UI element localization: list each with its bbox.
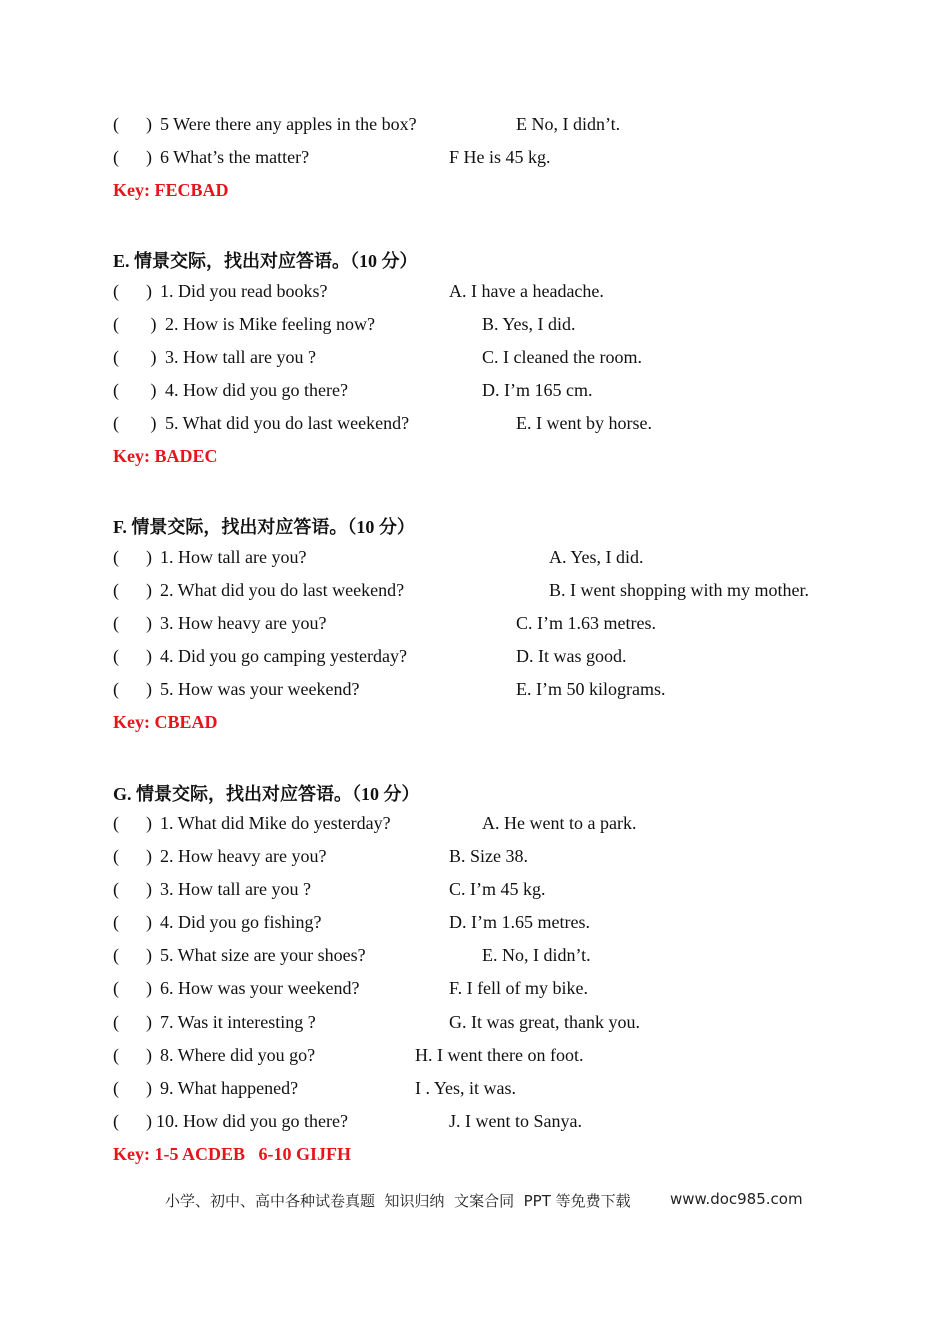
list-item bbox=[0, 314, 950, 340]
answer-key: Key: CBEAD bbox=[113, 712, 218, 732]
answer-blank[interactable]: ( ) bbox=[113, 580, 152, 600]
question-text: 6. How was your weekend? bbox=[160, 978, 360, 998]
question-text: 7. Was it interesting ? bbox=[160, 1012, 316, 1032]
question-text: 8. Where did you go? bbox=[160, 1045, 316, 1065]
question-text: 1. Did you read books? bbox=[160, 281, 328, 301]
question-text: 3. How tall are you ? bbox=[165, 347, 316, 367]
answer-key: Key: 1-5 ACDEB 6-10 GIJFH bbox=[113, 1144, 351, 1164]
list-item bbox=[0, 1012, 950, 1038]
answer-option: B. Size 38. bbox=[449, 846, 528, 866]
list-item bbox=[0, 846, 950, 872]
answer-option: H. I went there on foot. bbox=[415, 1045, 584, 1065]
list-item bbox=[0, 114, 950, 140]
answer-blank[interactable]: ( ) bbox=[113, 314, 157, 334]
answer-blank[interactable]: ( ) bbox=[113, 912, 152, 932]
footer-text: 小学、初中、高中各种试卷真题 知识归纳 文案合同 PPT 等免费下载 bbox=[165, 1192, 631, 1210]
list-item bbox=[0, 646, 950, 672]
question-text: 5. How was your weekend? bbox=[160, 679, 360, 699]
section-heading: F. 情景交际，找出对应答语。（10 分） bbox=[113, 517, 415, 537]
answer-blank[interactable]: ( ) bbox=[113, 846, 152, 866]
answer-option: A. Yes, I did. bbox=[549, 547, 644, 567]
answer-option: E. I went by horse. bbox=[516, 413, 652, 433]
footer-url[interactable]: www.doc985.com bbox=[670, 1190, 803, 1208]
answer-blank[interactable]: ( ) bbox=[113, 646, 152, 666]
question-text: 2. What did you do last weekend? bbox=[160, 580, 405, 600]
answer-key: Key: FECBAD bbox=[113, 180, 229, 200]
list-item bbox=[0, 147, 950, 173]
question-text: 10. How did you go there? bbox=[156, 1111, 348, 1131]
list-item bbox=[0, 547, 950, 573]
question-text: 4. How did you go there? bbox=[165, 380, 348, 400]
answer-blank[interactable]: ( ) bbox=[113, 1111, 152, 1131]
list-item bbox=[0, 580, 950, 606]
list-item bbox=[0, 945, 950, 971]
question-text: 4. Did you go fishing? bbox=[160, 912, 322, 932]
question-text: 4. Did you go camping yesterday? bbox=[160, 646, 407, 666]
answer-blank[interactable]: ( ) bbox=[113, 879, 152, 899]
list-item bbox=[0, 912, 950, 938]
answer-option: E. I’m 50 kilograms. bbox=[516, 679, 666, 699]
answer-option: C. I’m 45 kg. bbox=[449, 879, 546, 899]
list-item bbox=[0, 613, 950, 639]
question-text: 3. How heavy are you? bbox=[160, 613, 327, 633]
answer-option: E No, I didn’t. bbox=[516, 114, 621, 134]
question-text: 6 What’s the matter? bbox=[160, 147, 310, 167]
answer-blank[interactable]: ( ) bbox=[113, 547, 152, 567]
list-item bbox=[0, 347, 950, 373]
list-item bbox=[0, 1078, 950, 1104]
answer-option: F. I fell of my bike. bbox=[449, 978, 589, 998]
answer-option: D. It was good. bbox=[516, 646, 627, 666]
answer-blank[interactable]: ( ) bbox=[113, 147, 152, 167]
answer-blank[interactable]: ( ) bbox=[113, 281, 152, 301]
list-item bbox=[0, 380, 950, 406]
answer-option: C. I cleaned the room. bbox=[482, 347, 642, 367]
answer-option: D. I’m 1.65 metres. bbox=[449, 912, 590, 932]
answer-option: I . Yes, it was. bbox=[415, 1078, 517, 1098]
answer-option: A. I have a headache. bbox=[449, 281, 604, 301]
section-heading: E. 情景交际，找出对应答语。（10 分） bbox=[113, 251, 418, 271]
question-text: 1. What did Mike do yesterday? bbox=[160, 813, 391, 833]
question-text: 5. What did you do last weekend? bbox=[165, 413, 410, 433]
question-text: 2. How is Mike feeling now? bbox=[165, 314, 375, 334]
list-item bbox=[0, 1111, 950, 1137]
answer-option: B. Yes, I did. bbox=[482, 314, 576, 334]
answer-blank[interactable]: ( ) bbox=[113, 679, 152, 699]
answer-blank[interactable]: ( ) bbox=[113, 1045, 152, 1065]
answer-blank[interactable]: ( ) bbox=[113, 114, 152, 134]
answer-blank[interactable]: ( ) bbox=[113, 613, 152, 633]
list-item bbox=[0, 879, 950, 905]
answer-blank[interactable]: ( ) bbox=[113, 978, 152, 998]
answer-option: G. It was great, thank you. bbox=[449, 1012, 640, 1032]
answer-option: A. He went to a park. bbox=[482, 813, 637, 833]
answer-option: E. No, I didn’t. bbox=[482, 945, 591, 965]
answer-blank[interactable]: ( ) bbox=[113, 813, 152, 833]
question-text: 1. How tall are you? bbox=[160, 547, 307, 567]
question-text: 5. What size are your shoes? bbox=[160, 945, 366, 965]
section-heading: G. 情景交际，找出对应答语。（10 分） bbox=[113, 784, 420, 804]
list-item bbox=[0, 679, 950, 705]
answer-option: D. I’m 165 cm. bbox=[482, 380, 593, 400]
answer-key: Key: BADEC bbox=[113, 446, 218, 466]
answer-blank[interactable]: ( ) bbox=[113, 1078, 152, 1098]
answer-blank[interactable]: ( ) bbox=[113, 413, 157, 433]
list-item bbox=[0, 1045, 950, 1071]
list-item bbox=[0, 413, 950, 439]
answer-option: J. I went to Sanya. bbox=[449, 1111, 582, 1131]
question-text: 9. What happened? bbox=[160, 1078, 299, 1098]
question-text: 2. How heavy are you? bbox=[160, 846, 327, 866]
answer-blank[interactable]: ( ) bbox=[113, 347, 157, 367]
answer-blank[interactable]: ( ) bbox=[113, 380, 157, 400]
list-item bbox=[0, 978, 950, 1004]
answer-blank[interactable]: ( ) bbox=[113, 1012, 152, 1032]
question-text: 5 Were there any apples in the box? bbox=[160, 114, 417, 134]
question-text: 3. How tall are you ? bbox=[160, 879, 311, 899]
answer-blank[interactable]: ( ) bbox=[113, 945, 152, 965]
list-item bbox=[0, 813, 950, 839]
answer-option: B. I went shopping with my mother. bbox=[549, 580, 809, 600]
answer-option: C. I’m 1.63 metres. bbox=[516, 613, 656, 633]
list-item bbox=[0, 281, 950, 307]
answer-option: F He is 45 kg. bbox=[449, 147, 551, 167]
